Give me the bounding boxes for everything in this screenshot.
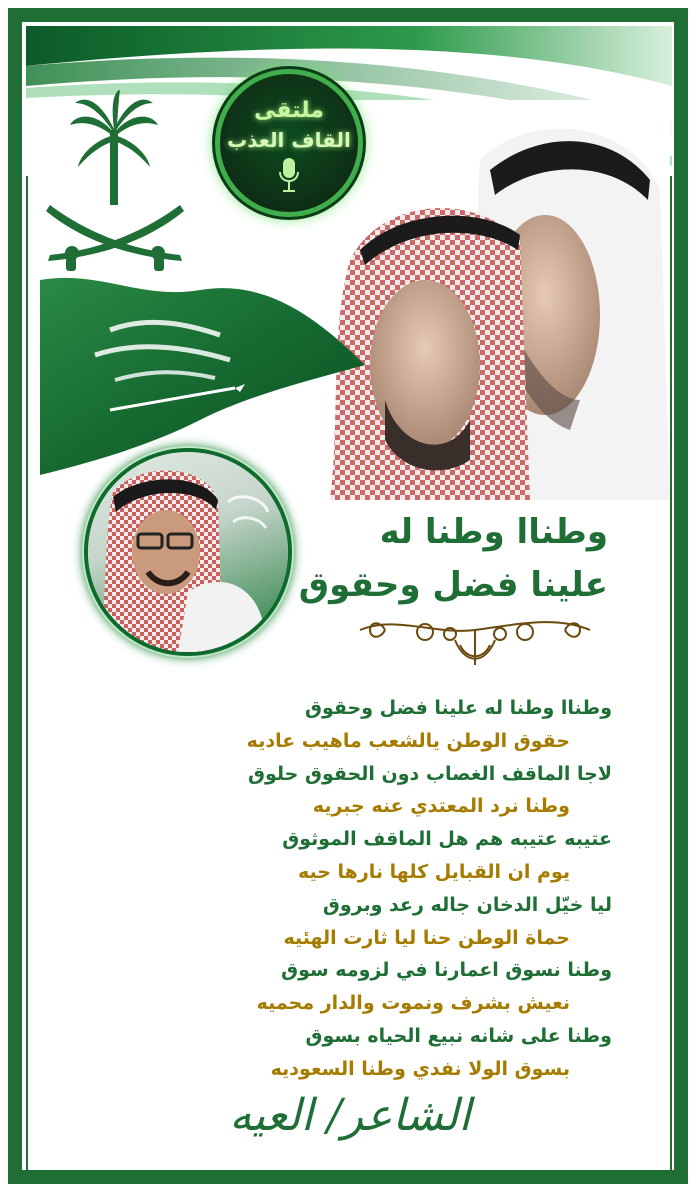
verse-line: لاجا الماقف الغصاب دون الحقوق حلوق (248, 762, 612, 785)
decorative-divider-ornament (355, 610, 595, 670)
verse-line: وطنا نسوق اعمارنا في لزومه سوق (281, 959, 612, 982)
forum-logo-badge (220, 74, 358, 212)
verse-line: وطناا وطنا له علينا فضل وحقوق (304, 697, 612, 719)
poet-photo (88, 452, 288, 652)
verse-line: حقوق الوطن يالشعب ماهيب عاديه (246, 729, 570, 752)
poem-verses (60, 692, 612, 1086)
poet-portrait-image (88, 452, 288, 652)
headline-line-1: وطناا وطنا له (379, 512, 608, 552)
poet-signature: الشاعر/ العيه (229, 1090, 471, 1141)
verse-line: بسوق الولا نفدي وطنا السعوديه (270, 1057, 570, 1080)
microphone-icon (278, 158, 300, 194)
verse-line: يوم ان القبايل كلها نارها حيه (297, 860, 570, 883)
leaders-portrait-image (330, 100, 670, 500)
verse-line: حماة الوطن حنا ليا ثارت الهئيه (283, 926, 570, 949)
logo-subtitle: القاف العذب (227, 128, 351, 152)
verse-line: وطنا على شانه نبيع الحياه بسوق (305, 1024, 612, 1047)
verse-line: نعيش بشرف ونموت والدار محميه (256, 992, 570, 1015)
palm-and-swords-emblem (40, 85, 190, 280)
verse-line: ليا خيّل الدخان جاله رعد وبروق (322, 893, 612, 916)
logo-title: ملتقى (254, 98, 324, 123)
saudi-flag-image (40, 270, 370, 480)
headline-line-2: علينا فضل وحقوق (298, 565, 608, 605)
bottom-edge (0, 1186, 698, 1200)
verse-line: وطنا نرد المعتدي عنه جبريه (312, 795, 570, 818)
verse-line: عتيبه عتيبه هم هل الماقف الموثوق (282, 828, 612, 851)
